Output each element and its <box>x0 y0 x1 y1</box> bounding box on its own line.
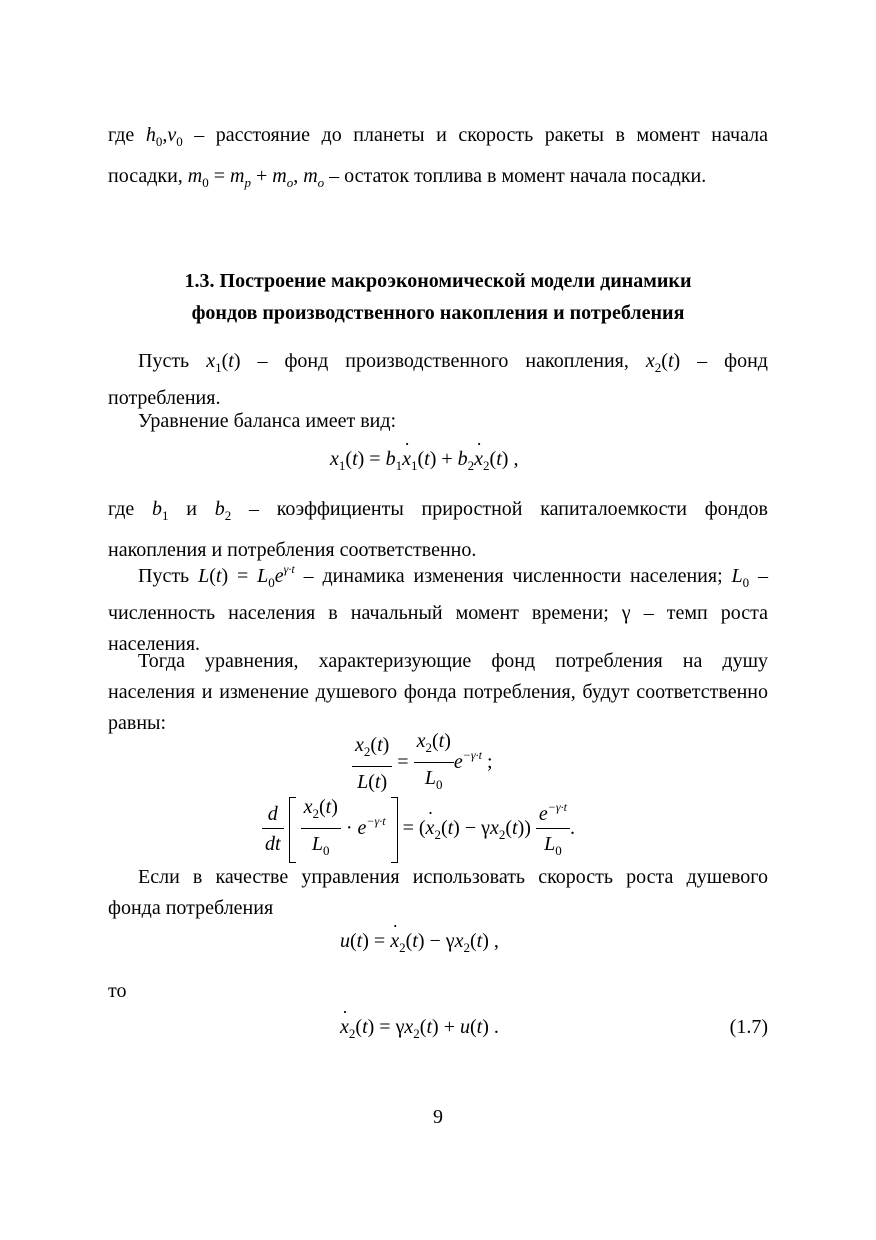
section-number: 1.3. <box>184 270 215 292</box>
paragraph-then: то <box>108 980 127 1002</box>
paragraph-population: Пусть $L(t) = L_0e^{\gamma\cdot t}$ – динамика изменения численности населения; $L_0$ – численность населения в начальный момент времени; γ – темп роста населения. <box>108 562 769 655</box>
equation-number: (1.7) <box>729 1016 768 1038</box>
equation-control: u(t) = · $x_2(t) - \gamma x_2(t)$ , <box>340 930 499 956</box>
equation-derivative: $\frac{d}{dt}$ $\frac{x_2(t)}{L_0}$ · $e^{-\gamma\cdot t}$ = (· $x_2(t) - \gamma x_2(t)$) $\frac{e^{-\gamma\cdot t}}{L_0}$ . <box>262 793 575 866</box>
equation-per-capita: $\frac{x_2(t)}{L(t)}$ = $\frac{x_2(t)}{L_0}$ $e^{-\gamma\cdot t}$ ; <box>352 727 493 800</box>
section-title-line1: Построение макроэкономической модели динамики <box>219 270 692 292</box>
paragraph-per-capita: Тогда уравнения, характеризующие фонд потребления на душу населения и изменение душевого фонда потребления, будут соответственно равны: <box>108 650 768 734</box>
equation-1-7: · $x_2(t) = \gamma x_2(t) + u(t)$ . <box>340 1016 499 1042</box>
paragraph-coefficients: где $b_1$ и $b_2$ – коэффициенты приростной капиталоемкости фондов накопления и потребления соответственно. <box>108 498 768 561</box>
paragraph-landing-definitions: где $h_0,\nu_0$ – расстояние до планеты и скорость ракеты в момент начала посадки, $m_0 = m_p + m_o$, $m_o$ – остаток топлива в момент начала посадки. <box>108 124 768 190</box>
section-heading <box>108 265 768 329</box>
equation-balance: $x_1(t) = b_1\cdot x_1(t) + b_2\cdot x_2(t)$ , <box>330 448 518 474</box>
paragraph-balance-intro: Уравнение баланса имеет вид: <box>138 410 397 432</box>
section-title-line2: фондов производственного накопления и потребления <box>191 302 685 324</box>
paragraph-control: Если в качестве управления использовать скорость роста душевого фонда потребления <box>108 866 768 919</box>
page-number: 9 <box>433 1106 443 1128</box>
paragraph-funds: Пусть $x_1(t)$ – фонд производственного накопления, $x_2(t)$ – фонд потребления. <box>108 350 768 409</box>
